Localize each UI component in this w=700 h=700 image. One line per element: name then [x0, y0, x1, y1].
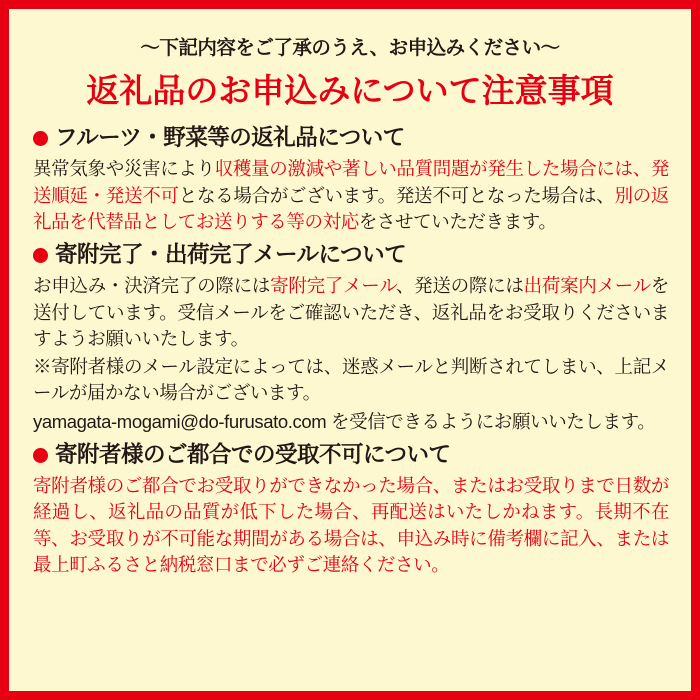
paragraph-run-emphasis: 寄附完了メール — [270, 275, 396, 297]
section-completion-mail — [31, 241, 669, 435]
section-paragraph — [33, 156, 669, 235]
paragraph-run-emphasis: 別の返礼品を代替品としてお送りする等の対応 — [33, 184, 669, 232]
paragraph-run: 、発送の際には — [395, 275, 524, 297]
paragraph-run: お申込み・決済完了の際には — [33, 275, 271, 297]
section-heading-label: 寄附完了・出荷完了メールについて — [55, 242, 407, 268]
page-title: 返礼品のお申込みについて注意事項 — [86, 72, 614, 110]
section-heading — [33, 241, 669, 269]
contact-email-line: yamagata-mogami@do-furusato.com を受信できるようにお願いいたします。 — [33, 410, 656, 432]
paragraph-run: 異常気象や災害により — [33, 158, 215, 180]
paragraph-run: となる場合がございます。発送不可となった場合は、 — [178, 184, 615, 206]
paragraph-run: を送付しています。受信メールをご確認いただき、返礼品をお受取りくださいますようお願いいたします。 — [33, 275, 669, 349]
section-heading-label: フルーツ・野菜等の返礼品について — [55, 125, 405, 151]
section-paragraph — [33, 273, 669, 352]
section-heading — [33, 441, 669, 469]
paragraph-run: をさせていただきます。 — [358, 210, 557, 232]
section-paragraph: 寄附者様のご都合でお受取りができなかった場合、またはお受取りまで日数が経過し、返礼品の品質が低下した場合、再配送はいたしかねます。長期不在等、お受取りが不可能な期間がある場合は、申込み時に備考欄に記入、または最上町ふるさと納税窓口まで必ずご連絡ください。 — [33, 475, 669, 575]
bullet-dot-icon — [33, 448, 48, 463]
section-heading — [33, 124, 669, 152]
paragraph-run-emphasis: 収穫量の激減や著しい品質問題が発生した場合には、発送順延・発送不可 — [33, 158, 669, 206]
section-heading-label: 寄附者様のご都合での受取不可について — [55, 441, 451, 467]
paragraph-run-emphasis: 出荷案内メール — [523, 275, 651, 297]
section-fruits-vegetables — [31, 124, 669, 235]
section-note: ※寄附者様のメール設定によっては、迷惑メールと判断されてしまい、上記メールが届かない場合がございます。 — [33, 356, 669, 404]
bullet-dot-icon — [33, 131, 48, 146]
lead-text: 〜下記内容をご了承のうえ、お申込みください〜 — [140, 37, 560, 59]
bullet-dot-icon — [33, 248, 48, 263]
section-receipt-unavailable — [31, 441, 669, 578]
